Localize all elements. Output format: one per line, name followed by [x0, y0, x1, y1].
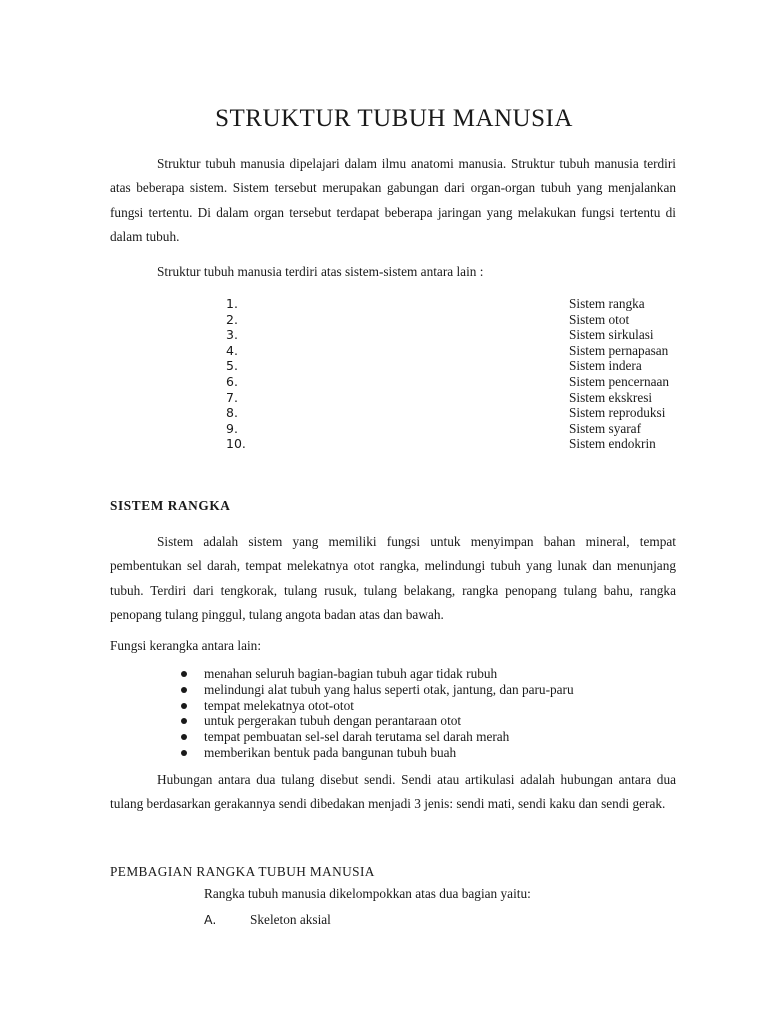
subsection-heading: PEMBAGIAN RANGKA TUBUH MANUSIA — [110, 864, 375, 879]
item-letter: A. — [204, 912, 217, 927]
list-item — [180, 666, 574, 682]
list-text: tempat melekatnya otot-otot — [204, 697, 354, 713]
list-text: tempat pembuatan sel-sel darah terutama sel darah merah — [204, 729, 510, 745]
bullet-icon — [181, 687, 187, 693]
list-text: Sistem rangka — [569, 296, 645, 311]
list-text: untuk pergerakan tubuh dengan perantaraan otot — [204, 713, 462, 729]
list-text: Sistem syaraf — [569, 420, 642, 436]
list-text: melindungi alat tubuh yang halus seperti otak, jantung, dan paru-paru — [204, 681, 574, 697]
list-text: memberikan bentuk pada bangunan tubuh buah — [204, 744, 457, 760]
list-text: Sistem reproduksi — [569, 405, 666, 421]
rangka-paragraph: Sistem adalah sistem yang memiliki fungsi untuk menyimpan bahan mineral, tempat pembentukan sel darah, tempat melekatnya otot rangka, melindungi tubuh yang lunak dan menunjang tubuh. Terdiri dari tengkorak, tulang rusuk, tulang belakang, rangka penopang tulang bahu, rangka penopang tulang pinggul, tulang angota badan atas dan bawah. — [110, 534, 676, 622]
list-item — [226, 421, 686, 437]
systems-intro: Struktur tubuh manusia terdiri atas sistem-sistem antara lain : — [157, 264, 484, 279]
list-item — [180, 682, 574, 698]
list-text: Sistem pernapasan — [569, 342, 669, 358]
list-item — [180, 698, 574, 714]
list-number: 9. — [226, 420, 238, 436]
section-heading: SISTEM RANGKA — [110, 498, 231, 513]
list-text: menahan seluruh bagian-bagian tubuh agar tidak rubuh — [204, 666, 498, 681]
bullet-icon — [181, 718, 187, 724]
list-number: 1. — [226, 296, 238, 311]
list-item — [180, 729, 574, 745]
fungsi-list — [180, 666, 574, 761]
list-item — [226, 390, 686, 406]
list-text: Sistem ekskresi — [569, 389, 653, 405]
list-item — [226, 296, 686, 312]
bullet-icon — [181, 734, 187, 740]
sendi-paragraph: Hubungan antara dua tulang disebut sendi. Sendi atau artikulasi adalah hubungan antara dua tulang berdasarkan gerakannya sendi dibedakan menjadi 3 jenis: sendi mati, sendi kaku dan sendi gerak. — [110, 772, 676, 812]
list-text: Sistem indera — [569, 358, 642, 374]
list-item — [226, 312, 686, 328]
list-item — [226, 436, 686, 452]
bullet-icon — [181, 750, 187, 756]
list-text: Sistem sirkulasi — [569, 327, 654, 343]
list-text: Sistem endokrin — [569, 436, 656, 452]
list-item — [226, 343, 686, 359]
bullet-icon — [181, 703, 187, 709]
list-number: 8. — [226, 405, 238, 421]
systems-list — [226, 296, 686, 452]
list-item — [180, 713, 574, 729]
item-text: Skeleton aksial — [250, 912, 331, 927]
list-item — [226, 405, 686, 421]
list-item — [226, 358, 686, 374]
intro-paragraph: Struktur tubuh manusia dipelajari dalam ilmu anatomi manusia. Struktur tubuh manusia terdiri atas beberapa sistem. Sistem tersebut merupakan gabungan dari organ-organ tubuh yang menjalankan fungsi tertentu. Di dalam organ tersebut terdapat beberapa jaringan yang melakukan fungsi tertentu di dalam tubuh. — [110, 156, 676, 244]
list-number: 2. — [226, 311, 238, 327]
list-number: 6. — [226, 373, 238, 389]
list-item — [180, 745, 574, 761]
list-item — [226, 374, 686, 390]
subsection-item — [204, 912, 331, 928]
list-item — [226, 327, 686, 343]
list-text: Sistem otot — [569, 311, 630, 327]
fungsi-intro: Fungsi kerangka antara lain: — [110, 638, 262, 653]
list-number: 7. — [226, 389, 238, 405]
list-number: 3. — [226, 327, 238, 343]
list-number: 4. — [226, 342, 238, 358]
list-number: 10. — [226, 436, 246, 452]
list-text: Sistem pencernaan — [569, 373, 670, 389]
subsection-intro: Rangka tubuh manusia dikelompokkan atas dua bagian yaitu: — [204, 886, 531, 901]
list-number: 5. — [226, 358, 238, 374]
bullet-icon — [181, 671, 187, 677]
document-title: STRUKTUR TUBUH MANUSIA — [215, 105, 573, 132]
